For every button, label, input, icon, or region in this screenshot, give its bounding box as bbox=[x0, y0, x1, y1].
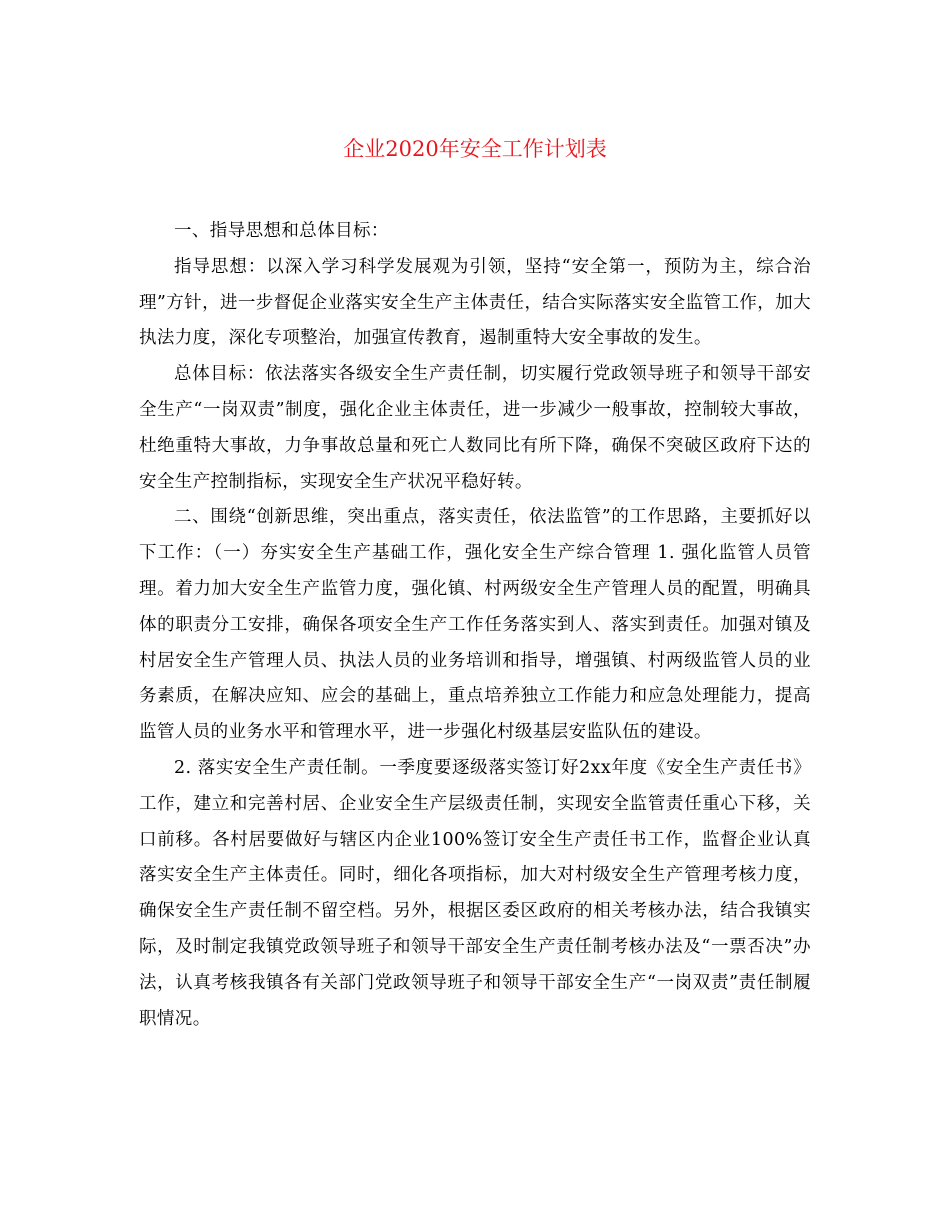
section-heading-guiding-ideology: 一、指导思想和总体目标： bbox=[174, 221, 389, 241]
paragraph-guiding-ideology: 指导思想：以深入学习科学发展观为引领，坚持“安全第一，预防为主，综合治理”方针，进一步督促企业落实安全生产主体责任，结合实际落实安全监管工作，加大执法力度，深化专项整治，加强宣传教育，遏制重特大安全事故的发生。 bbox=[139, 256, 811, 349]
document-title: 企业2020年安全工作计划表 bbox=[343, 137, 607, 161]
paragraph-overall-goal: 总体目标：依法落实各级安全生产责任制，切实履行党政领导班子和领导干部安全生产“一岗双责”制度，强化企业主体责任，进一步减少一般事故，控制较大事故，杜绝重特大事故，力争事故总量和死亡人数同比有所下降，确保不突破区政府下达的安全生产控制指标，实现安全生产状况平稳好转。 bbox=[139, 364, 811, 492]
document-body bbox=[139, 214, 811, 1037]
paragraph-responsibility-system: 2. 落实安全生产责任制。一季度要逐级落实签订好2xx年度《安全生产责任书》工作，建立和完善村居、企业安全生产层级责任制，实现安全监管责任重心下移，关口前移。各村居要做好与辖区内企业100%签订安全生产责任书工作，监督企业认真落实安全生产主体责任。同时，细化各项指标，加大对村级安全生产管理考核力度，确保安全生产责任制不留空档。另外，根据区委区政府的相关考核办法，结合我镇实际，及时制定我镇党政领导班子和领导干部安全生产责任制考核办法及“一票否决”办法，认真考核我镇各有关部门党政领导班子和领导干部安全生产“一岗双责”责任制履职情况。 bbox=[139, 757, 811, 1029]
paragraph-section-two: 二、围绕“创新思维，突出重点，落实责任，依法监管”的工作思路，主要抓好以下工作：（一）夯实安全生产基础工作，强化安全生产综合管理 1. 强化监管人员管理。着力加大安全生产监管力度，强化镇、村两级安全生产管理人员的配置，明确具体的职责分工安排，确保各项安全生产工作任务落实到人、落实到责任。加强对镇及村居安全生产管理人员、执法人员的业务培训和指导，增强镇、村两级监管人员的业务素质，在解决应知、应会的基础上，重点培养独立工作能力和应急处理能力，提高监管人员的业务水平和管理水平，进一步强化村级基层安监队伍的建设。 bbox=[139, 507, 811, 743]
